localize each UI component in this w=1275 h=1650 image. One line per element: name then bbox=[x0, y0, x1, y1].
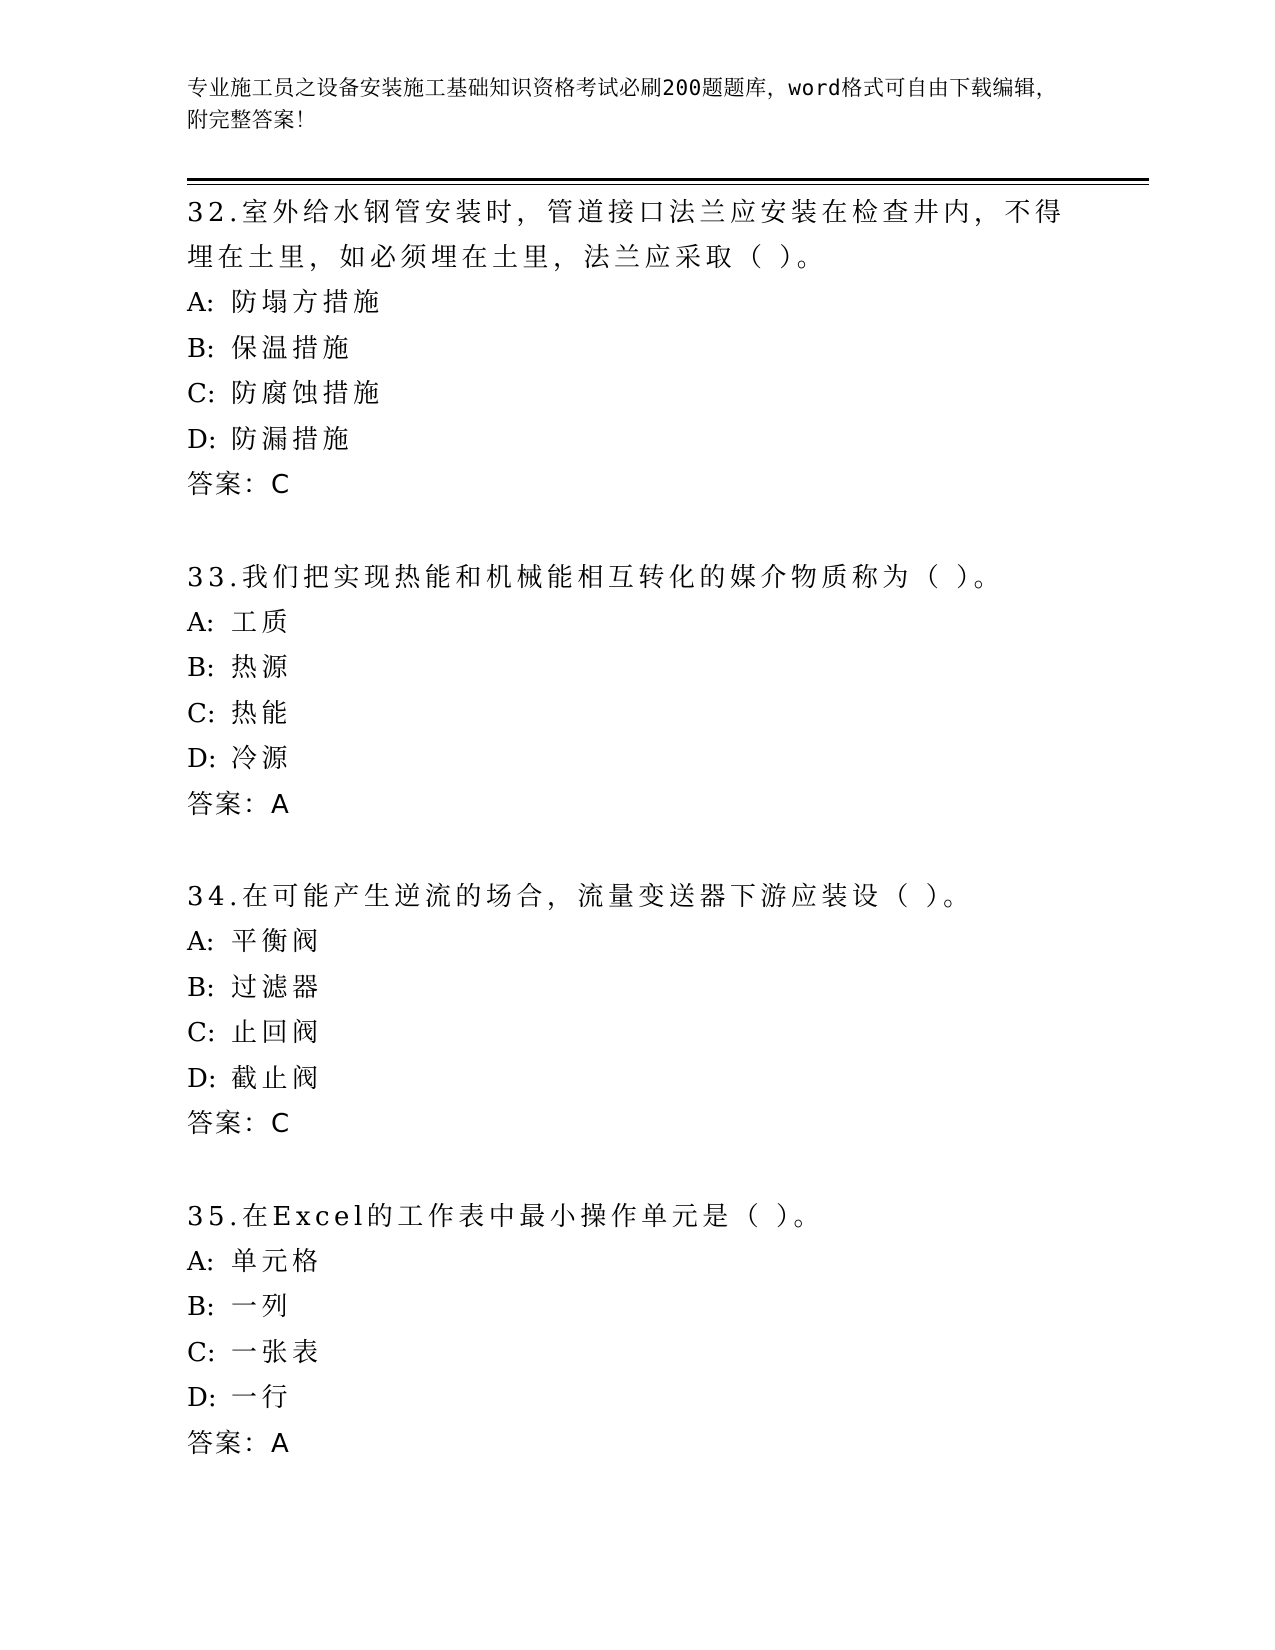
option-text: 止回阀 bbox=[231, 1018, 323, 1048]
option-text: 热源 bbox=[231, 653, 293, 683]
option-text: 防漏措施 bbox=[231, 424, 354, 455]
answer-line: 答案：A bbox=[187, 789, 291, 820]
question-spacer bbox=[187, 828, 1087, 872]
option-a bbox=[187, 920, 1087, 966]
header-divider-thick bbox=[187, 178, 1149, 181]
option-key: C: bbox=[187, 1337, 216, 1368]
question-list bbox=[187, 188, 1087, 1467]
option-b bbox=[187, 966, 1087, 1012]
option-text: 一列 bbox=[231, 1292, 293, 1322]
question-stem: 33.我们把实现热能和机械能相互转化的媒介物质称为（ ）。 bbox=[187, 562, 1005, 593]
option-a bbox=[187, 281, 1087, 327]
header-text: 专业施工员之设备安装施工基础知识资格考试必刷200题题库，word格式可自由下载编辑，附完整答案！ bbox=[187, 76, 1058, 132]
option-text: 热能 bbox=[231, 698, 293, 729]
option-key: C: bbox=[187, 379, 216, 409]
option-key: B: bbox=[187, 1292, 215, 1322]
question-32 bbox=[187, 188, 1087, 509]
option-d bbox=[187, 1376, 1087, 1422]
option-text: 平衡阀 bbox=[231, 927, 323, 957]
option-d bbox=[187, 1057, 1087, 1103]
option-key: A: bbox=[187, 607, 215, 638]
option-key: A: bbox=[187, 288, 215, 318]
option-b bbox=[187, 646, 1087, 692]
question-33 bbox=[187, 553, 1087, 829]
option-text: 截止阀 bbox=[231, 1063, 323, 1094]
header-divider-thin bbox=[187, 184, 1149, 185]
document-header bbox=[187, 72, 1067, 136]
option-text: 冷源 bbox=[231, 744, 293, 774]
option-b bbox=[187, 327, 1087, 373]
question-34 bbox=[187, 872, 1087, 1148]
option-a bbox=[187, 1240, 1087, 1286]
question-stem: 32.室外给水钢管安装时，管道接口法兰应安装在检查井内，不得埋在土里，如必须埋在土里，法兰应采取（ ）。 bbox=[187, 198, 1066, 273]
answer-line: 答案：A bbox=[187, 1428, 291, 1459]
answer-line: 答案：C bbox=[187, 470, 292, 500]
option-key: D: bbox=[187, 424, 217, 455]
option-key: B: bbox=[187, 653, 215, 683]
option-text: 保温措施 bbox=[231, 333, 354, 364]
option-key: D: bbox=[187, 1063, 217, 1094]
option-text: 一张表 bbox=[231, 1337, 323, 1368]
option-c bbox=[187, 1011, 1087, 1057]
question-stem: 35.在Excel的工作表中最小操作单元是（ ）。 bbox=[187, 1201, 825, 1232]
option-a bbox=[187, 601, 1087, 647]
option-text: 过滤器 bbox=[231, 972, 323, 1003]
question-stem: 34.在可能产生逆流的场合，流量变送器下游应装设（ ）。 bbox=[187, 882, 974, 912]
option-d bbox=[187, 418, 1087, 464]
option-c bbox=[187, 372, 1087, 418]
answer-line: 答案：C bbox=[187, 1109, 292, 1139]
option-d bbox=[187, 737, 1087, 783]
option-b bbox=[187, 1285, 1087, 1331]
option-key: C: bbox=[187, 1018, 216, 1048]
question-35 bbox=[187, 1192, 1087, 1468]
option-key: D: bbox=[187, 1383, 217, 1413]
option-c bbox=[187, 692, 1087, 738]
option-key: C: bbox=[187, 698, 216, 729]
option-c bbox=[187, 1331, 1087, 1377]
option-text: 防塌方措施 bbox=[231, 288, 384, 318]
option-text: 工质 bbox=[231, 607, 293, 638]
option-key: D: bbox=[187, 744, 217, 774]
question-spacer bbox=[187, 509, 1087, 553]
option-text: 一行 bbox=[231, 1383, 293, 1413]
option-key: B: bbox=[187, 972, 215, 1003]
option-text: 防腐蚀措施 bbox=[231, 379, 384, 409]
option-key: A: bbox=[187, 927, 215, 957]
option-key: A: bbox=[187, 1246, 215, 1277]
question-spacer bbox=[187, 1148, 1087, 1192]
option-text: 单元格 bbox=[231, 1246, 323, 1277]
option-key: B: bbox=[187, 333, 215, 364]
